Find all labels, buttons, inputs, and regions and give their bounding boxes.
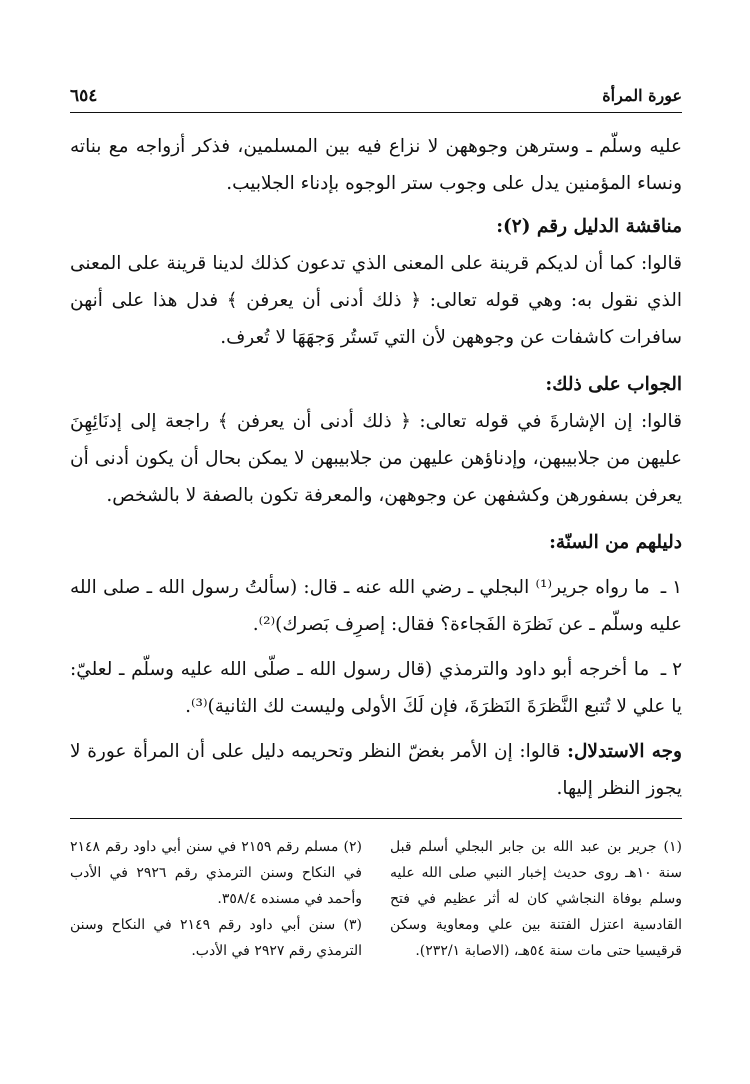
footnote-separator: [70, 818, 682, 819]
main-text: [70, 128, 682, 807]
paragraph: قالوا: كما أن لديكم قرينة على المعنى الذي تدعون كذلك لدينا قرينة على المعنى الذي نقول به: وهي قوله تعالى: ﴿ ذلك أدنى أن يعرفن ﴾ فدل هذا على أنهن سافرات كاشفات عن وجوههن لأن التي تَستُر وَجهَهَا لا تُعرف.: [70, 253, 682, 348]
list-item: [70, 569, 682, 643]
page-header: [70, 84, 682, 113]
running-title: عورة المرأة: [602, 86, 682, 105]
list-number: ٢ ـ: [660, 659, 682, 680]
list-item-text: ما أخرجه أبو داود والترمذي (قال رسول الله ـ صلّى الله عليه وسلّم ـ لعليّ: يا علي لا تُتبع النَّظرَةَ النَظرَةَ، فإن لَكَ الأولى وليست لك الثانية)⁽³⁾.: [70, 659, 682, 717]
footnote-column-left: [70, 834, 362, 964]
page-number: ٦٥٤: [70, 86, 98, 106]
footnote: (١) جرير بن عبد الله بن جابر البجلي أسلم قبل سنة ١٠هـ روى حديث إخبار النبي صلى الله عليه وسلم بوفاة النجاشي كان له أثر عظيم في فتح القادسية اعتزل الفتنة بين علي ومعاوية وسكن قرقيسيا حتى مات سنة ٥٤هـ، (الاصابة ٢٣٢/١).: [390, 839, 682, 959]
section-heading: مناقشة الدليل رقم (٢):: [496, 216, 682, 237]
section-heading: دليلهم من السنّة:: [549, 532, 682, 553]
list-number: ١ ـ: [660, 577, 683, 598]
paragraph: عليه وسلّم ـ وسترهن وجوههن لا نزاع فيه بين المسلمين، فذكر أزواجه مع بناته ونساء المؤمنين يدل على وجوب ستر الوجوه بإدناء الجلابيب.: [70, 136, 682, 194]
footnote: (٢) مسلم رقم ٢١٥٩ في سنن أبي داود رقم ٢١٤٨ في النكاح وسنن الترمذي رقم ٢٩٢٦ في الأدب وأحمد في مسنده ٣٥٨/٤.: [70, 839, 362, 907]
footnote-column-right: [390, 834, 682, 964]
wajh-label: وجه الاستدلال:: [567, 741, 682, 762]
footnote: (٣) سنن أبي داود رقم ٢١٤٩ في النكاح وسنن الترمذي رقم ٢٩٢٧ في الأدب.: [70, 917, 362, 959]
paragraph: [70, 733, 682, 807]
wajh-text: قالوا: إن الأمر بغضّ النظر وتحريمه دليل على أن المرأة عورة لا يجوز النظر إليها.: [70, 741, 682, 799]
list-item: [70, 651, 682, 725]
list-item-text: ما رواه جرير⁽¹⁾ البجلي ـ رضي الله عنه ـ قال: (سألتُ رسول الله ـ صلى الله عليه وسلّم ـ عن نَظرَة الفَجاءة؟ فقال: إصرِف بَصرك)⁽²⁾.: [70, 577, 682, 635]
paragraph: قالوا: إن الإشارةَ في قوله تعالى: ﴿ ذلك أدنى أن يعرفن ﴾ راجعة إلى إدنَائِهِنَ عليهن من جلابيبهن، وإدناؤهن عليهن من جلابيبهن لا يمكن بحال أن يكون أدنى أن يعرفن بسفورهن وكشفهن عن وجوههن، والمعرفة تكون بالصفة لا بالشخص.: [70, 411, 682, 506]
section-heading: الجواب على ذلك:: [545, 374, 682, 395]
